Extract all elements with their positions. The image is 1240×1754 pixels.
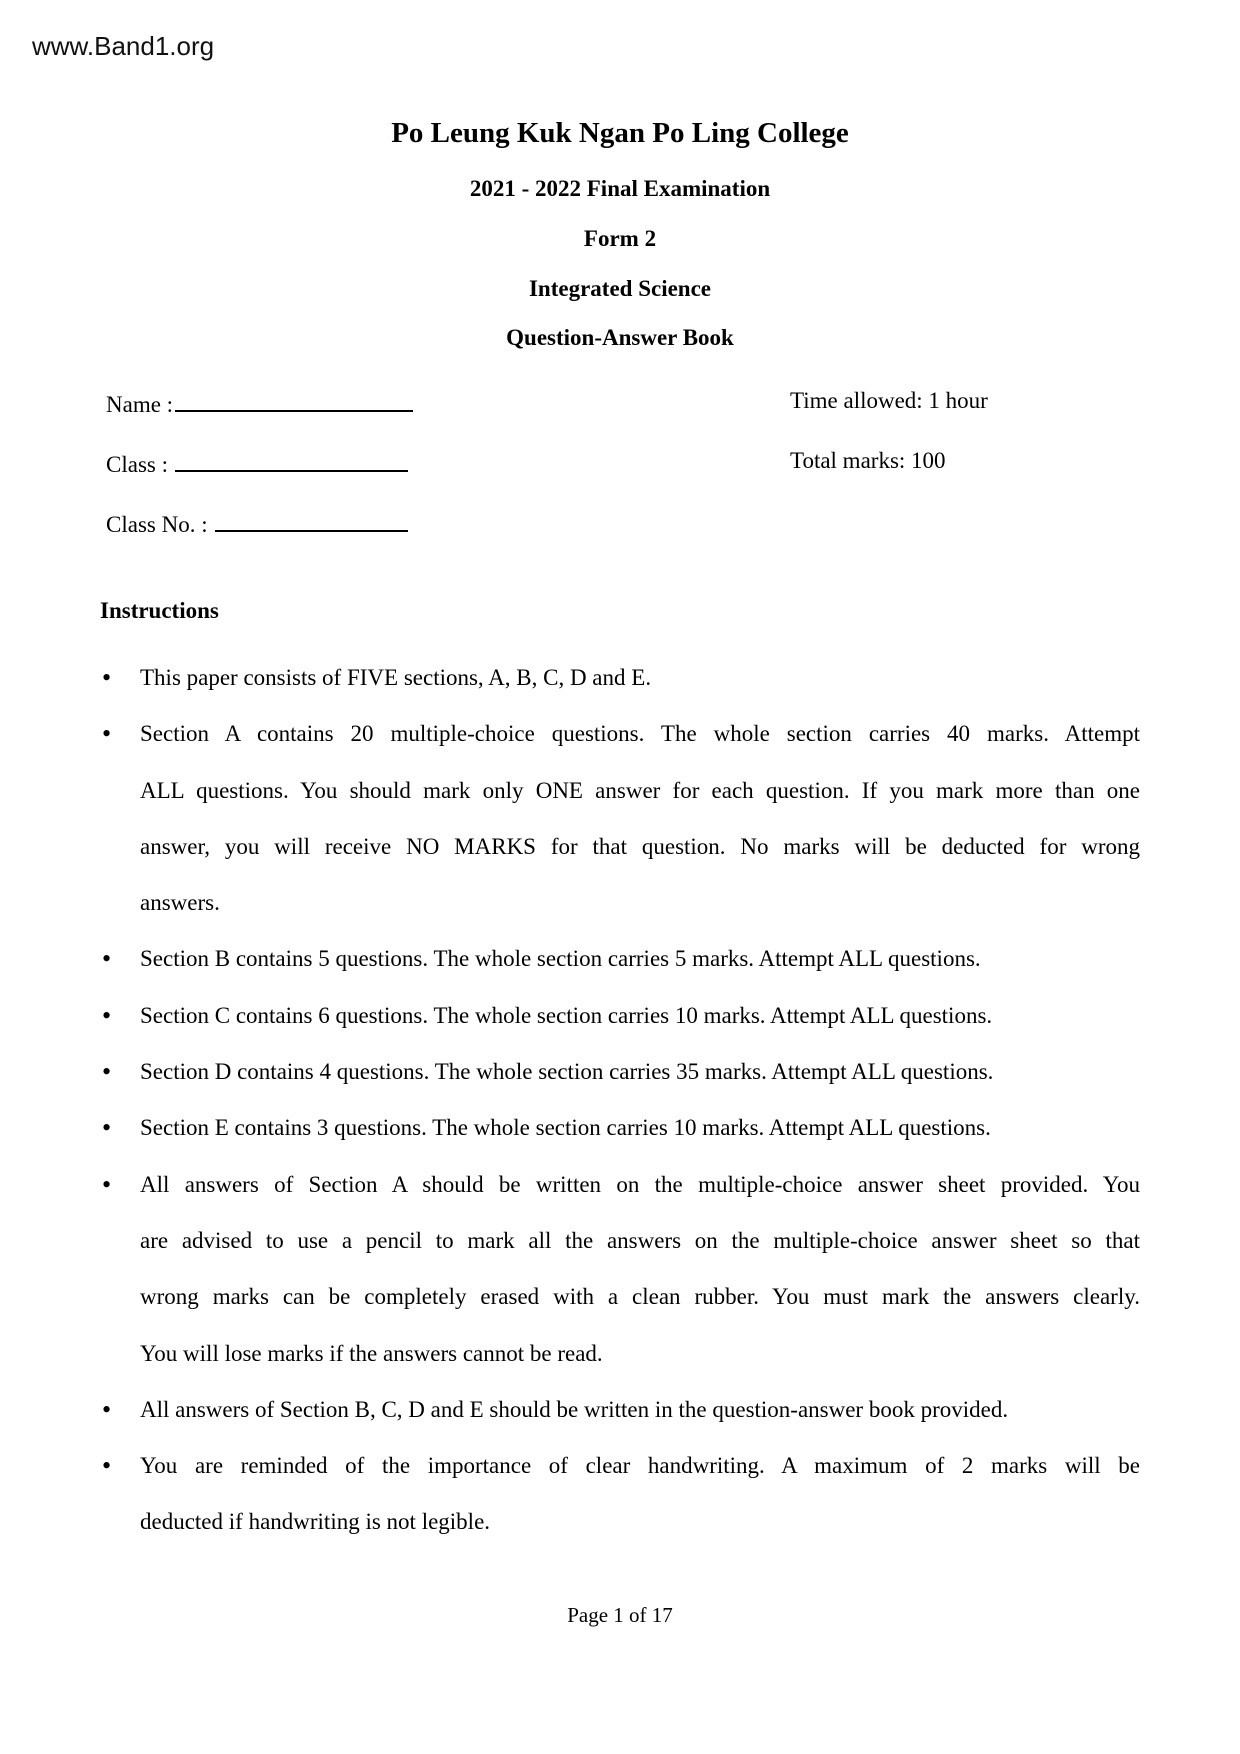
page-number: Page 1 of 17 [567,1603,673,1627]
bullet-line: Section E contains 3 questions. The whole section carries 10 marks. Attempt ALL questions. [140,1115,991,1141]
subject-title: Integrated Science [528,276,712,301]
instruction-bullet-6 [102,1100,1146,1156]
class-label: Class : [106,452,168,477]
bullet-dot-icon: • [102,944,112,974]
instructions-heading: Instructions [100,598,219,623]
bullet-dot-icon: • [102,1000,112,1030]
instruction-bullet-4 [102,988,1146,1044]
instructions-list [102,650,1146,1551]
bullet-line: are advised to use a pencil to mark all the answers on the multiple-choice answer sheet so that [140,1227,1140,1253]
instruction-bullet-9 [102,1438,1146,1551]
bullet-line: wrong marks can be completely erased with a clean rubber. You must mark the answers clearly. [140,1284,1140,1310]
bullet-dot-icon: • [102,663,112,692]
instruction-bullet-1 [102,650,1146,706]
bullet-line: This paper consists of FIVE sections, A, B, C, D and E. [140,665,652,690]
class-no-field-row [106,506,408,540]
bullet-line: All answers of Section A should be written on the multiple-choice answer sheet provided. You [140,1171,1140,1197]
bullet-dot-icon: • [102,1394,112,1424]
bullet-dot-icon: • [102,1057,112,1087]
bullet-line: You are reminded of the importance of clear handwriting. A maximum of 2 marks will be [140,1453,1140,1479]
bullet-dot-icon: • [102,719,112,749]
bullet-dot-icon: • [102,1113,112,1143]
bullet-line: deducted if handwriting is not legible. [140,1509,491,1535]
exam-title: 2021 - 2022 Final Examination [469,176,771,201]
name-label: Name : [106,392,174,417]
instruction-bullet-8 [102,1382,1146,1438]
watermark-text: www.Band1.org [32,31,215,61]
instruction-bullet-3 [102,931,1146,987]
bullet-dot-icon: • [102,1451,112,1481]
bullet-line: ALL questions. You should mark only ONE answer for each question. If you mark more than one [140,777,1140,803]
instruction-bullet-5 [102,1044,1146,1100]
total-marks-text: Total marks: 100 [790,448,946,473]
class-blank-line [175,446,408,472]
book-type: Question-Answer Book [506,325,734,350]
name-blank-line [175,386,413,412]
school-name: Po Leung Kuk Ngan Po Ling College [391,117,849,149]
bullet-dot-icon: • [102,1169,112,1199]
class-no-label: Class No. : [106,512,208,537]
bullet-line: All answers of Section B, C, D and E should be written in the question-answer book provided. [140,1396,1009,1422]
bullet-line: Section D contains 4 questions. The whole section carries 35 marks. Attempt ALL questions. [140,1059,994,1085]
bullet-line: answers. [140,890,220,916]
instruction-bullet-7 [102,1157,1146,1382]
class-no-blank-line [215,506,408,532]
form-level: Form 2 [583,226,657,251]
bullet-line: Section A contains 20 multiple-choice questions. The whole section carries 40 marks. Attempt [140,721,1140,747]
name-field-row [106,386,413,420]
instruction-bullet-2 [102,706,1146,931]
bullet-line: answer, you will receive NO MARKS for that question. No marks will be deducted for wrong [140,833,1140,859]
bullet-line: Section B contains 5 questions. The whole section carries 5 marks. Attempt ALL questions. [140,946,981,972]
bullet-line: You will lose marks if the answers cannot be read. [140,1340,603,1366]
bullet-line: Section C contains 6 questions. The whole section carries 10 marks. Attempt ALL questions. [140,1002,993,1028]
class-field-row [106,446,408,480]
time-allowed-text: Time allowed: 1 hour [790,388,988,413]
